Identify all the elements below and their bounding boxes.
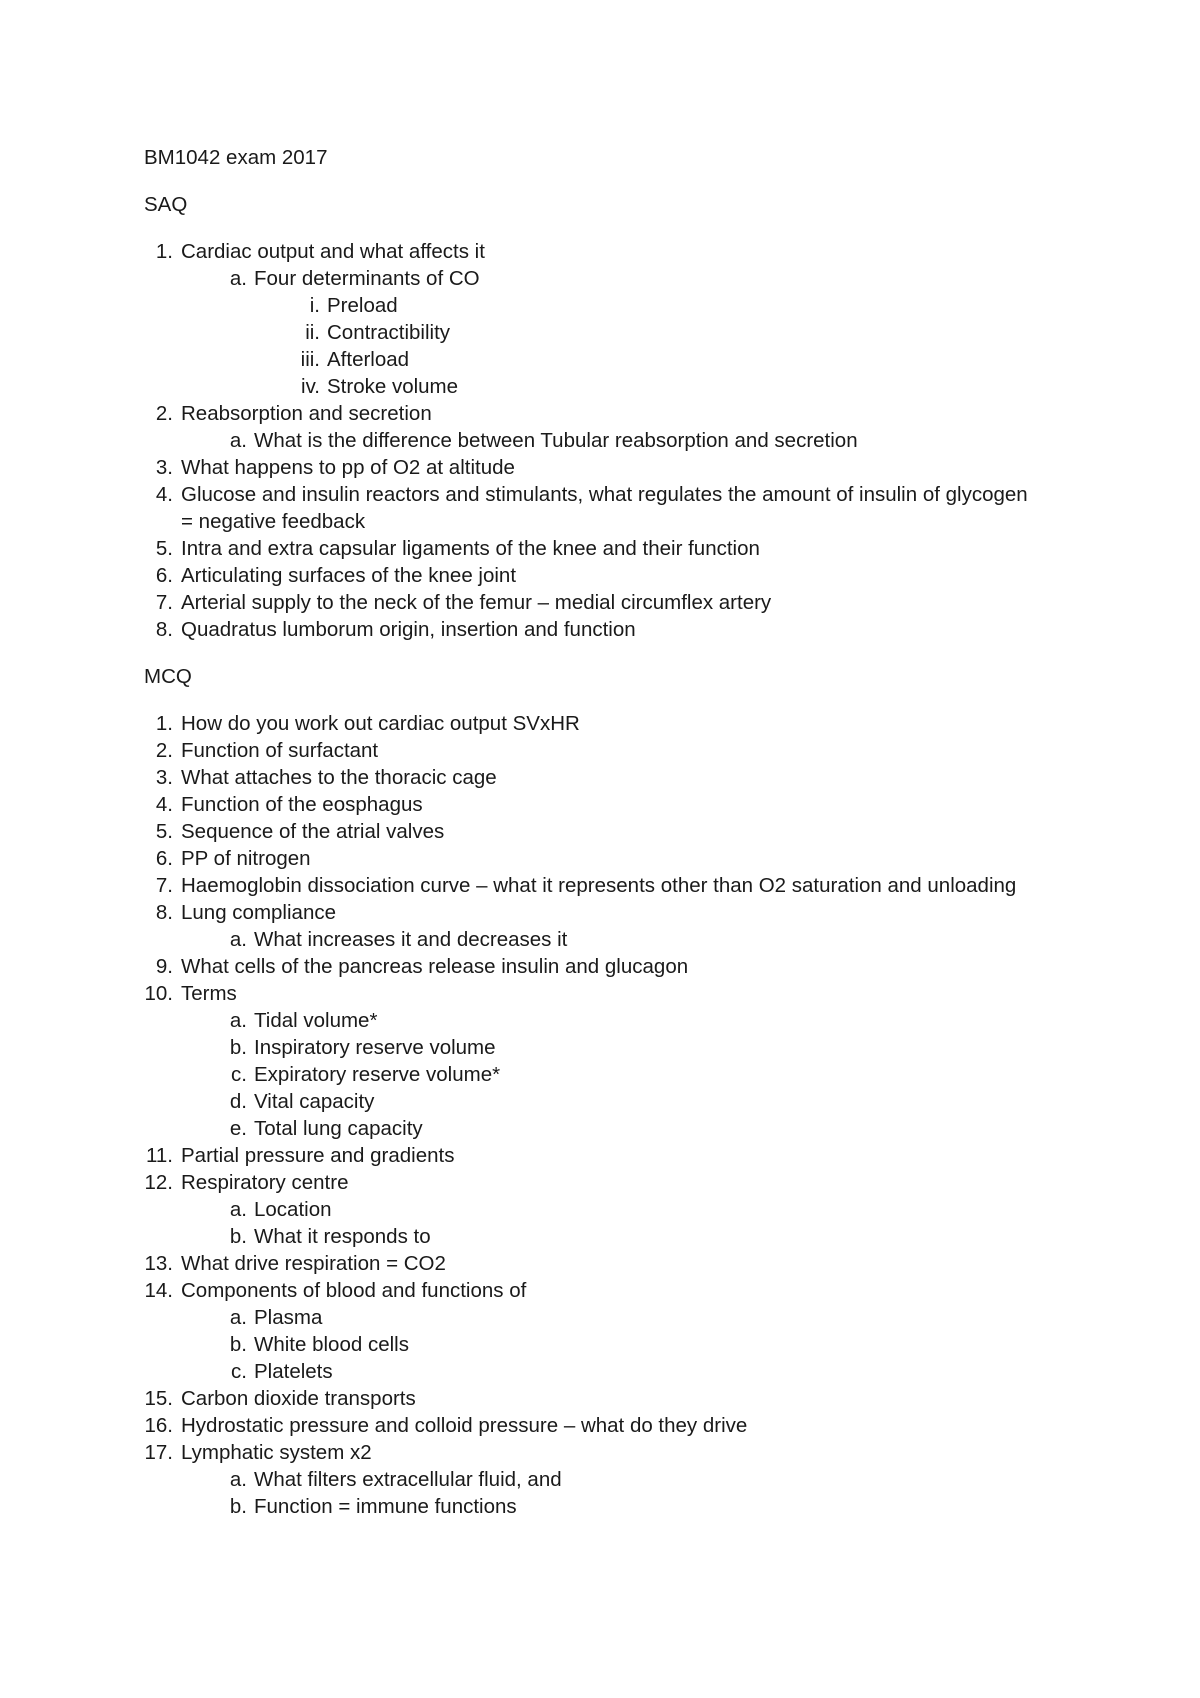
document-title: BM1042 exam 2017 — [144, 146, 328, 169]
item-text: Platelets — [254, 1360, 333, 1383]
list-item — [144, 589, 1044, 616]
item-text: Carbon dioxide transports — [181, 1387, 416, 1410]
list-item — [144, 427, 1044, 454]
list-item — [144, 1439, 1044, 1466]
item-number: 8. — [155, 901, 173, 924]
list-item — [144, 1304, 1044, 1331]
list-item — [144, 1061, 1044, 1088]
list-item — [144, 481, 1044, 535]
saq-list — [144, 238, 1044, 643]
item-text: Components of blood and functions of — [181, 1279, 527, 1302]
item-text: PP of nitrogen — [181, 847, 311, 870]
item-text: Articulating surfaces of the knee joint — [181, 564, 517, 587]
item-text: Plasma — [254, 1306, 323, 1329]
list-item — [144, 791, 1044, 818]
list-item — [144, 1169, 1044, 1196]
item-text: Haemoglobin dissociation curve – what it represents other than O2 saturation and unloading — [181, 874, 1017, 897]
item-text: What happens to pp of O2 at altitude — [181, 456, 515, 479]
item-text: Afterload — [327, 348, 410, 371]
item-text: Four determinants of CO — [254, 267, 480, 290]
item-text: Inspiratory reserve volume — [254, 1036, 496, 1059]
item-number: 17. — [144, 1441, 173, 1464]
list-item — [144, 953, 1044, 980]
item-text: What it responds to — [254, 1225, 431, 1248]
item-text: Location — [254, 1198, 332, 1221]
item-number: a. — [229, 1009, 247, 1032]
item-number: 9. — [155, 955, 173, 978]
item-number: c. — [231, 1063, 247, 1086]
item-number: ii. — [305, 321, 320, 344]
list-item — [144, 616, 1044, 643]
list-item — [144, 319, 1044, 346]
item-text: Stroke volume — [327, 375, 459, 398]
list-item — [144, 265, 1044, 292]
item-number: 7. — [155, 874, 173, 897]
item-number: iv. — [301, 375, 320, 398]
item-text: Respiratory centre — [181, 1171, 349, 1194]
item-text: Lymphatic system x2 — [181, 1441, 372, 1464]
list-item — [144, 1223, 1044, 1250]
list-item — [144, 737, 1044, 764]
item-number: a. — [229, 267, 247, 290]
item-number: 2. — [155, 402, 173, 425]
list-item — [144, 346, 1044, 373]
item-number: 12. — [144, 1171, 173, 1194]
item-text: White blood cells — [254, 1333, 409, 1356]
item-text: Lung compliance — [181, 901, 336, 924]
item-text: What is the difference between Tubular reabsorption and secretion — [254, 429, 858, 452]
list-item — [144, 562, 1044, 589]
item-text: Tidal volume* — [254, 1009, 378, 1032]
list-item — [144, 845, 1044, 872]
item-number: 8. — [155, 618, 173, 641]
item-number: i. — [309, 294, 320, 317]
list-item — [144, 1088, 1044, 1115]
list-item — [144, 454, 1044, 481]
item-number: a. — [229, 1198, 247, 1221]
item-text: Glucose and insulin reactors and stimulants, what regulates the amount of insulin of glycogen = negative feedback — [181, 483, 1028, 533]
list-item — [144, 818, 1044, 845]
item-number: a. — [229, 1306, 247, 1329]
item-text: Cardiac output and what affects it — [181, 240, 485, 263]
item-number: c. — [231, 1360, 247, 1383]
list-item — [144, 926, 1044, 953]
item-number: 13. — [144, 1252, 173, 1275]
item-text: What increases it and decreases it — [254, 928, 568, 951]
item-text: Total lung capacity — [254, 1117, 423, 1140]
mcq-list — [144, 710, 1044, 1520]
mcq-heading: MCQ — [144, 665, 192, 688]
item-text: Expiratory reserve volume* — [254, 1063, 501, 1086]
item-number: 6. — [155, 564, 173, 587]
item-number: 4. — [155, 793, 173, 816]
list-item — [144, 980, 1044, 1007]
item-number: d. — [229, 1090, 247, 1113]
item-text: Arterial supply to the neck of the femur – medial circumflex artery — [181, 591, 772, 614]
item-text: What drive respiration = CO2 — [181, 1252, 446, 1275]
item-text: Vital capacity — [254, 1090, 375, 1113]
list-item — [144, 1358, 1044, 1385]
list-item — [144, 1007, 1044, 1034]
item-number: 6. — [155, 847, 173, 870]
list-item — [144, 373, 1044, 400]
item-text: Intra and extra capsular ligaments of the knee and their function — [181, 537, 760, 560]
item-number: 3. — [155, 766, 173, 789]
list-item — [144, 1142, 1044, 1169]
item-text: Partial pressure and gradients — [181, 1144, 455, 1167]
item-number: 11. — [146, 1144, 173, 1167]
list-item — [144, 710, 1044, 737]
item-text: Terms — [181, 982, 237, 1005]
item-number: e. — [229, 1117, 247, 1140]
item-text: Quadratus lumborum origin, insertion and function — [181, 618, 636, 641]
item-number: a. — [229, 429, 247, 452]
item-text: What attaches to the thoracic cage — [181, 766, 497, 789]
item-number: b. — [229, 1036, 247, 1059]
item-number: b. — [229, 1225, 247, 1248]
item-text: Sequence of the atrial valves — [181, 820, 445, 843]
item-number: b. — [229, 1495, 247, 1518]
list-item — [144, 764, 1044, 791]
item-text: How do you work out cardiac output SVxHR — [181, 712, 580, 735]
list-item — [144, 1493, 1044, 1520]
item-number: a. — [229, 928, 247, 951]
list-item — [144, 899, 1044, 926]
item-number: b. — [229, 1333, 247, 1356]
saq-heading: SAQ — [144, 193, 188, 216]
item-number: 2. — [155, 739, 173, 762]
list-item — [144, 238, 1044, 265]
list-item — [144, 1331, 1044, 1358]
item-number: 10. — [144, 982, 173, 1005]
item-number: 3. — [155, 456, 173, 479]
list-item — [144, 1250, 1044, 1277]
list-item — [144, 535, 1044, 562]
list-item — [144, 1385, 1044, 1412]
item-text: Function of the eosphagus — [181, 793, 423, 816]
item-number: 1. — [155, 240, 173, 263]
item-text: What filters extracellular fluid, and — [254, 1468, 562, 1491]
item-number: 5. — [155, 537, 173, 560]
item-number: 5. — [155, 820, 173, 843]
item-number: a. — [229, 1468, 247, 1491]
list-item — [144, 1277, 1044, 1304]
item-text: Preload — [327, 294, 398, 317]
item-text: Hydrostatic pressure and colloid pressure – what do they drive — [181, 1414, 748, 1437]
item-number: iii. — [300, 348, 320, 371]
list-item — [144, 1034, 1044, 1061]
item-text: What cells of the pancreas release insulin and glucagon — [181, 955, 689, 978]
item-number: 4. — [155, 483, 173, 506]
list-item — [144, 1466, 1044, 1493]
list-item — [144, 1115, 1044, 1142]
item-text: Contractibility — [327, 321, 451, 344]
item-text: Function = immune functions — [254, 1495, 517, 1518]
item-text: Reabsorption and secretion — [181, 402, 432, 425]
item-number: 7. — [155, 591, 173, 614]
item-text: Function of surfactant — [181, 739, 379, 762]
list-item — [144, 1412, 1044, 1439]
item-number: 16. — [144, 1414, 173, 1437]
item-number: 14. — [144, 1279, 173, 1302]
item-number: 1. — [155, 712, 173, 735]
list-item — [144, 1196, 1044, 1223]
document-body — [144, 144, 1044, 1540]
list-item — [144, 292, 1044, 319]
item-number: 15. — [144, 1387, 173, 1410]
list-item — [144, 400, 1044, 427]
list-item — [144, 872, 1044, 899]
